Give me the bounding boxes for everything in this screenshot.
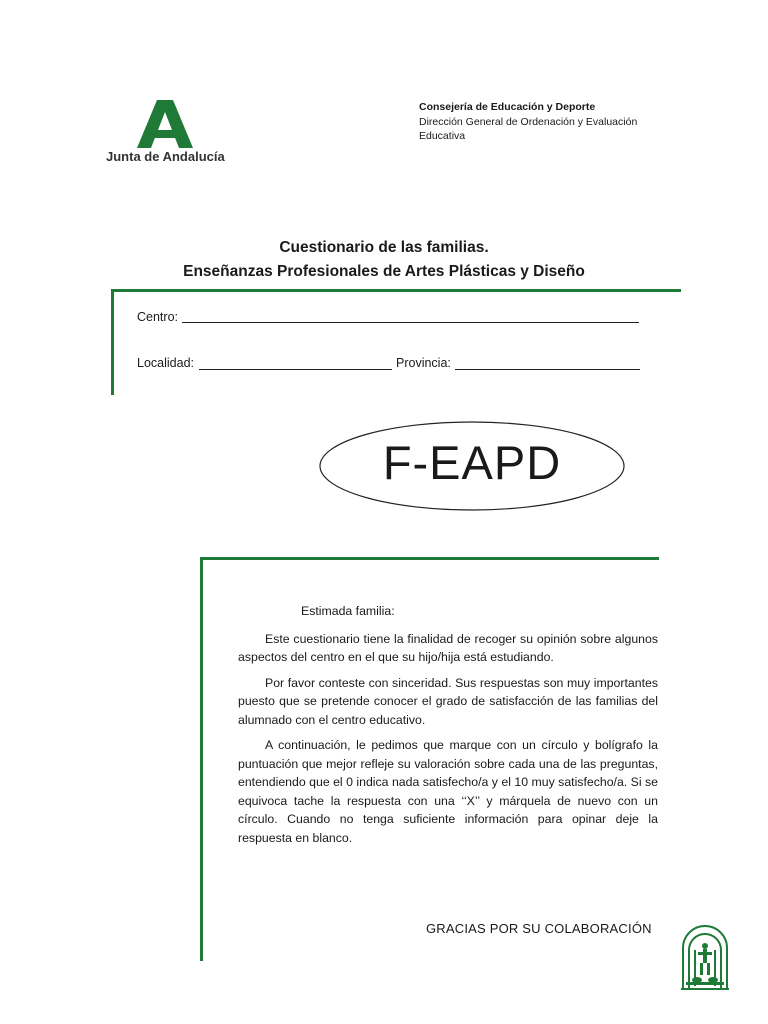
introduction-letter — [238, 602, 658, 854]
letter-greeting: Estimada familia: — [301, 604, 395, 618]
andalucia-coat-of-arms-icon — [678, 922, 732, 992]
letter-paragraph-2: Por favor conteste con sinceridad. Sus respuestas son muy importantes puesto que se pretende conocer el grado de satisfacción de las familias del alumnado con el centro educativo. — [238, 675, 658, 727]
questionnaire-code: F-EAPD — [382, 436, 562, 489]
junta-andalucia-logo-icon — [137, 100, 193, 148]
frame-top-border — [111, 289, 681, 292]
letter-frame-top-border — [200, 557, 659, 560]
letter-paragraph-3: A continuación, le pedimos que marque con un círculo y bolígrafo la puntuación que mejor refleje su valoración sobre cada una de las preguntas, entendiendo que el 0 indica nada satisfecho/a y el 10 muy satisfecho/a. Si se equivoca tache la respuesta con una ‘‘X’’ y márquela de nuevo con un círculo. Cuando no tenga suficiente información para opinar deje la respuesta en blanco. — [238, 738, 658, 845]
logo-text: Junta de Andalucía — [106, 149, 225, 164]
provincia-label: Provincia: — [396, 356, 451, 370]
document-title — [80, 236, 688, 284]
centro-label: Centro: — [137, 310, 178, 324]
localidad-field[interactable] — [199, 355, 392, 370]
department-header — [419, 100, 637, 144]
junta-andalucia-logo — [104, 100, 224, 166]
department-line-1: Consejería de Educación y Deporte — [419, 101, 596, 113]
centro-field[interactable] — [182, 308, 639, 323]
letter-paragraph-1: Este cuestionario tiene la finalidad de recoger su opinión sobre algunos aspectos del centro en el que su hijo/hija está estudiando. — [238, 631, 658, 664]
thanks-message: GRACIAS POR SU COLABORACIÓN — [426, 921, 652, 936]
provincia-field[interactable] — [455, 355, 640, 370]
department-line-2: Dirección General de Ordenación y Evaluación — [419, 115, 638, 128]
localidad-label: Localidad: — [137, 356, 194, 370]
title-line-2: Enseñanzas Profesionales de Artes Plásticas y Diseño — [183, 263, 585, 280]
title-line-1: Cuestionario de las familias. — [279, 239, 489, 256]
letter-frame-left-border — [200, 557, 203, 961]
frame-left-border — [111, 289, 114, 395]
department-line-3: Educativa — [419, 130, 466, 142]
